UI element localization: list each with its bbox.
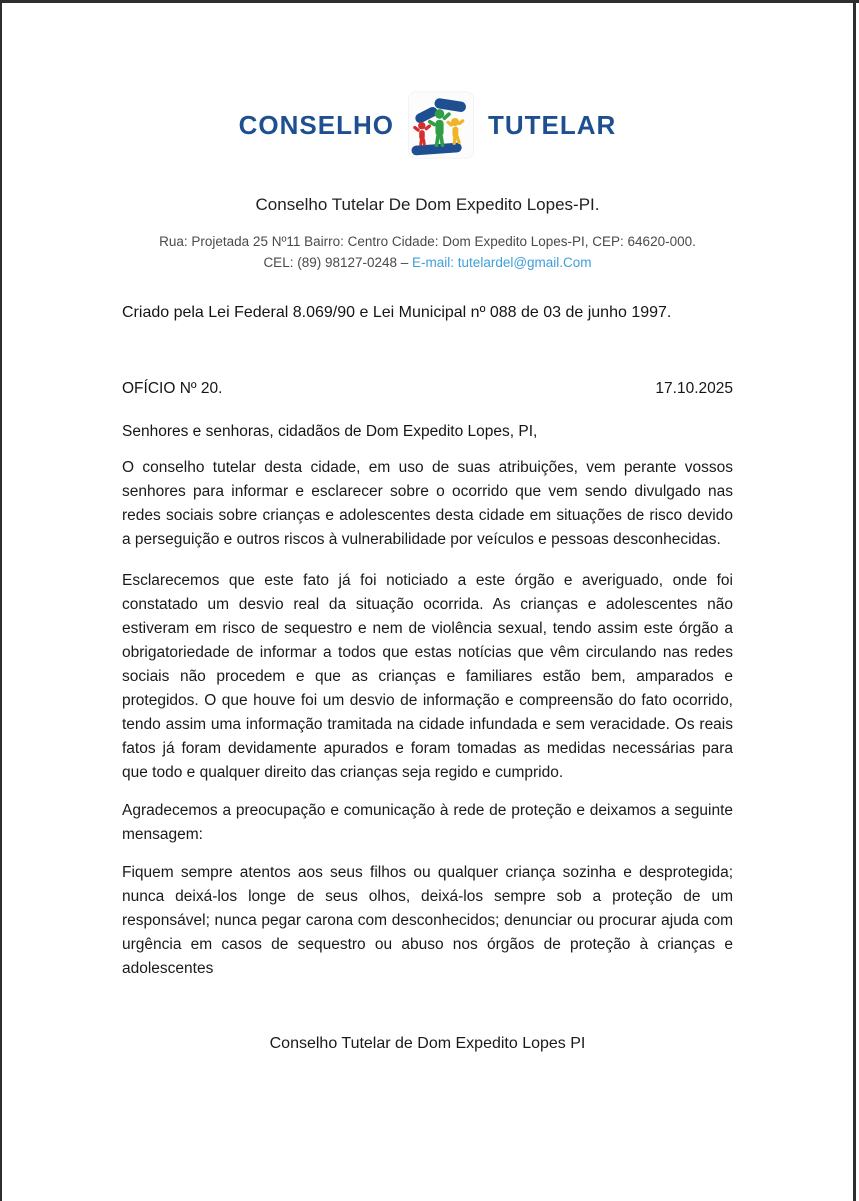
paragraph-1: O conselho tutelar desta cidade, em uso de suas atribuições, vem perante vossos senhores para informar e esclarecer sobre o ocorrido que vem sendo divulgado nas redes sociais sobre crianças e adolescentes desta cidade em situações de risco devido a perseguição e outros riscos à vulnerabilidade por veículos e pessoas desconhecidas. [122, 459, 733, 548]
document-title: Conselho Tutelar De Dom Expedito Lopes-PI. [255, 195, 600, 214]
logo-text-conselho: CONSELHO [238, 109, 394, 140]
page-edge-right [853, 0, 856, 1201]
contact-line [122, 252, 733, 273]
phone-number: CEL: (89) 98127-0248 – [263, 255, 413, 270]
page-edge-left [0, 0, 2, 1201]
address-block [122, 231, 733, 273]
logo-text-tutelar: TUTELAR [488, 109, 617, 140]
org-logo [122, 91, 733, 159]
oficio-date: 17.10.2025 [655, 380, 733, 397]
oficio-number: OFÍCIO Nº 20. [122, 380, 223, 397]
family-under-roof-icon [402, 91, 480, 159]
footer-signature: Conselho Tutelar de Dom Expedito Lopes PI [269, 1035, 586, 1052]
law-line: Criado pela Lei Federal 8.069/90 e Lei Municipal nº 088 de 03 de junho 1997. [122, 304, 672, 321]
paragraph-3: Agradecemos a preocupação e comunicação à rede de proteção e deixamos a seguinte mensagem: [122, 802, 733, 843]
oficio-row [122, 380, 733, 398]
address-line: Rua: Projetada 25 Nº11 Bairro: Centro Cidade: Dom Expedito Lopes-PI, CEP: 64620-000. [159, 234, 696, 249]
email-link[interactable]: E-mail: tutelardel@gmail.Com [412, 255, 592, 270]
salutation: Senhores e senhoras, cidadãos de Dom Expedito Lopes, PI, [122, 423, 538, 440]
paragraph-2: Esclarecemos que este fato já foi noticiado a este órgão e averiguado, onde foi constatado um desvio real da situação ocorrida. As crianças e adolescentes não estiveram em risco de sequestro e nem de violência sexual, tendo assim este órgão a obrigatoriedade de informar a todos que estas notícias que vêm circulando nas redes sociais não procedem e que as crianças e familiares estão bem, amparados e protegidos. O que houve foi um desvio de informação e compreensão do fato ocorrido, tendo assim uma informação tramitada na cidade infundada e sem veracidade. Os reais fatos já foram devidamente apurados e foram tomadas as medidas necessárias para que todo e qualquer direito das crianças seja regido e cumprido. [122, 572, 733, 781]
document-page [122, 3, 733, 1053]
paragraph-4: Fiquem sempre atentos aos seus filhos ou qualquer criança sozinha e desprotegida; nunca deixá-los longe de seus olhos, deixá-los sempre sob a proteção de um responsável; nunca pegar carona com desconhecidos; denunciar ou procurar ajuda com urgência em casos de sequestro ou abuso nos órgãos de proteção à crianças e adolescentes [122, 864, 733, 977]
